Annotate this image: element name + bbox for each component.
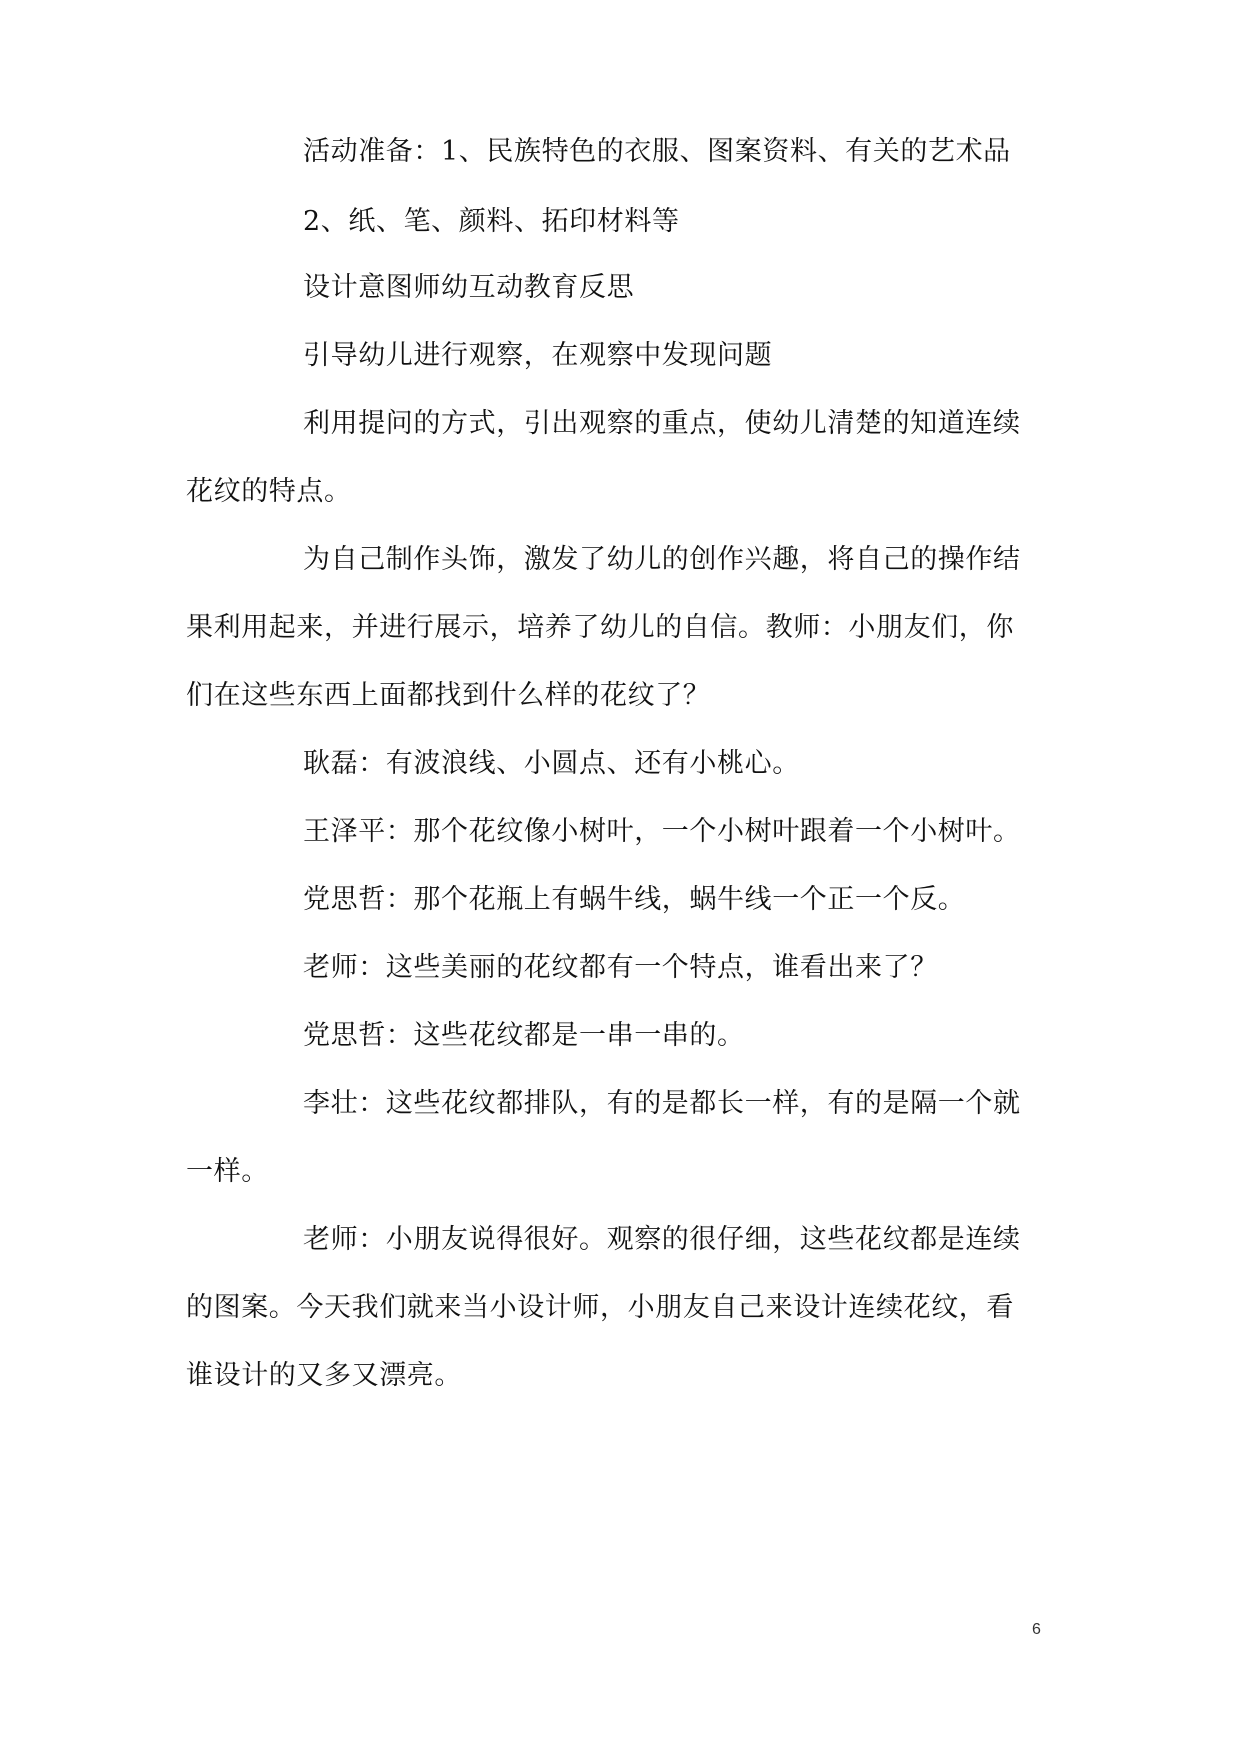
dialogue-line-2: 王泽平：那个花纹像小树叶，一个小树叶跟着一个小树叶。 — [303, 816, 1021, 847]
closing-paragraph-line-2: 的图案。今天我们就来当小设计师，小朋友自己来设计连续花纹，看 — [186, 1292, 1014, 1323]
dialogue-line-6: 李壮：这些花纹都排队，有的是都长一样，有的是隔一个就 — [303, 1088, 1021, 1119]
page-number: 6 — [1032, 1621, 1041, 1638]
paragraph-headwear-line-2: 果利用起来，并进行展示，培养了幼儿的自信。教师：小朋友们，你 — [186, 612, 1014, 643]
dialogue-line-4: 老师：这些美丽的花纹都有一个特点，谁看出来了？ — [303, 952, 938, 983]
paragraph-headwear-line-3: 们在这些东西上面都找到什么样的花纹了？ — [186, 680, 711, 711]
paragraph-questioning-line-2: 花纹的特点。 — [186, 476, 352, 507]
closing-paragraph-line-1: 老师：小朋友说得很好。观察的很仔细，这些花纹都是连续 — [303, 1224, 1021, 1255]
dialogue-line-3: 党思哲：那个花瓶上有蜗牛线，蜗牛线一个正一个反。 — [303, 884, 966, 915]
dialogue-line-7: 一样。 — [186, 1156, 269, 1187]
paragraph-preparation-line-1: 活动准备：1、民族特色的衣服、图案资料、有关的艺术品 — [303, 136, 1011, 167]
dialogue-line-5: 党思哲：这些花纹都是一串一串的。 — [303, 1020, 745, 1051]
paragraph-headwear-line-1: 为自己制作头饰，激发了幼儿的创作兴趣，将自己的操作结 — [303, 544, 1021, 575]
paragraph-questioning-line-1: 利用提问的方式，引出观察的重点，使幼儿清楚的知道连续 — [303, 408, 1021, 439]
paragraph-preparation-line-2: 2、纸、笔、颜料、拓印材料等 — [303, 206, 680, 237]
heading-design-intent: 设计意图师幼互动教育反思 — [303, 272, 635, 303]
dialogue-line-1: 耿磊：有波浪线、小圆点、还有小桃心。 — [303, 748, 800, 779]
paragraph-guide-observation: 引导幼儿进行观察，在观察中发现问题 — [303, 340, 773, 371]
closing-paragraph-line-3: 谁设计的又多又漂亮。 — [186, 1360, 462, 1391]
